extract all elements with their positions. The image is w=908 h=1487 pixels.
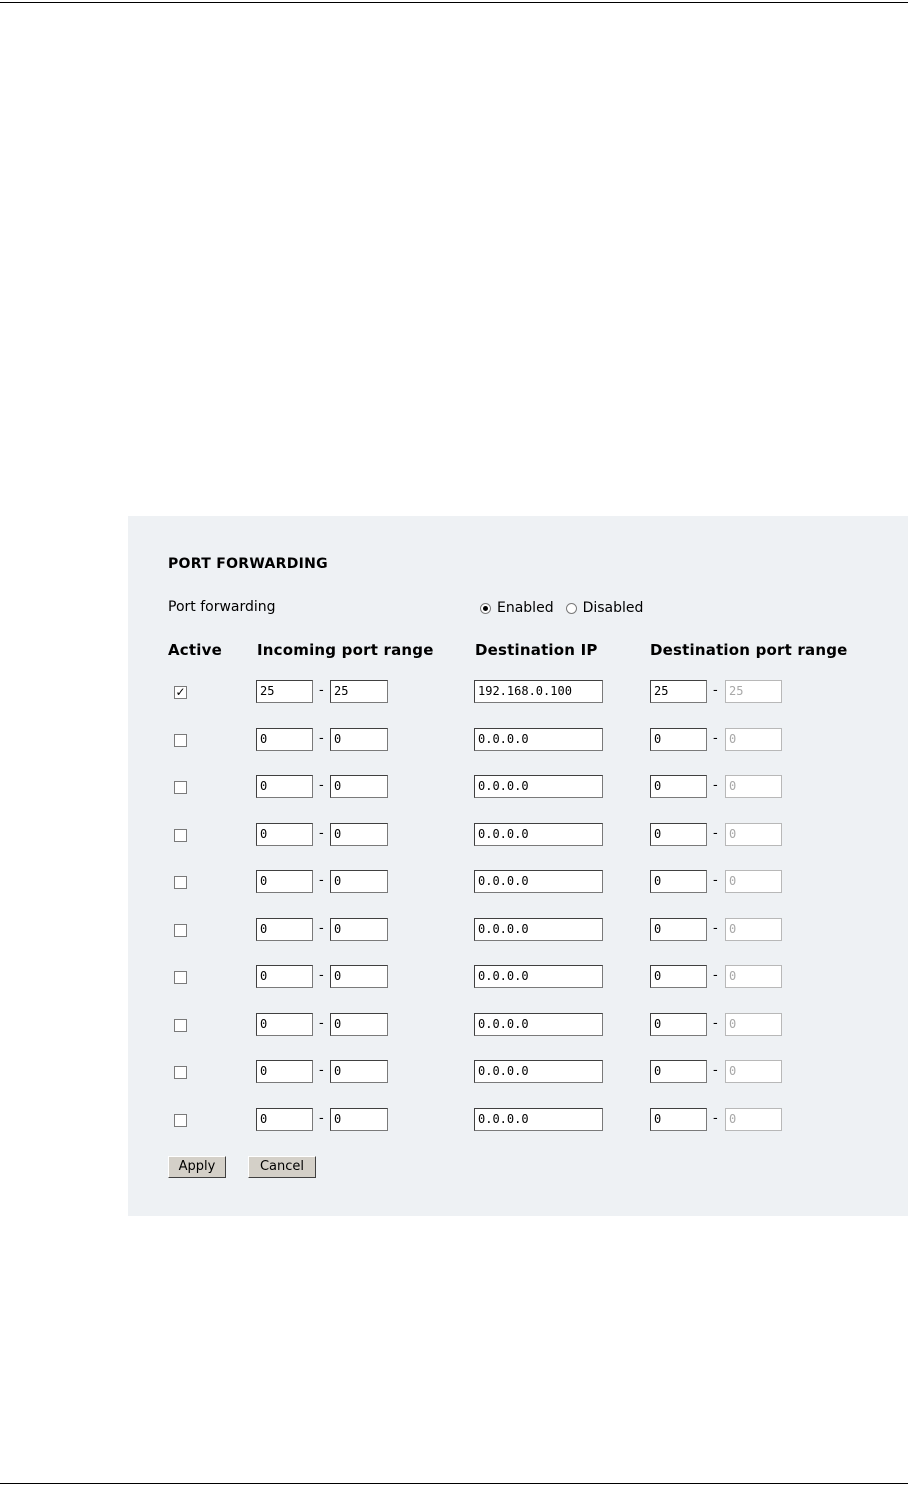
range-separator: - [713, 683, 718, 698]
table-row [128, 870, 908, 894]
range-separator: - [319, 920, 324, 936]
destination-port-start-input[interactable]: 0 [650, 965, 707, 988]
incoming-port-end-input[interactable]: 0 [330, 1060, 388, 1083]
cancel-button[interactable]: Cancel [248, 1156, 316, 1178]
table-row [128, 1013, 908, 1037]
range-separator: - [713, 1015, 718, 1031]
destination-port-start-input[interactable]: 0 [650, 775, 707, 798]
destination-ip-input[interactable]: 0.0.0.0 [474, 870, 603, 893]
incoming-port-start-input[interactable]: 0 [256, 918, 313, 941]
incoming-port-start-input[interactable]: 0 [256, 775, 313, 798]
apply-button[interactable]: Apply [168, 1156, 226, 1178]
destination-ip-input[interactable]: 192.168.0.100 [474, 680, 603, 703]
incoming-port-start-input[interactable]: 0 [256, 1060, 313, 1083]
destination-ip-input[interactable]: 0.0.0.0 [474, 775, 603, 798]
range-separator: - [319, 778, 324, 793]
range-separator: - [713, 1110, 718, 1126]
incoming-port-end-input[interactable]: 0 [330, 918, 388, 941]
table-row [128, 775, 908, 799]
destination-ip-input[interactable]: 0.0.0.0 [474, 1013, 603, 1036]
port-forwarding-panel [128, 516, 908, 1216]
column-header-active: Active [168, 641, 222, 659]
enabled-radio-label[interactable]: Enabled [497, 600, 554, 616]
destination-port-start-input[interactable]: 0 [650, 870, 707, 893]
active-checkbox[interactable] [174, 1019, 187, 1032]
incoming-port-end-input[interactable]: 0 [330, 870, 388, 893]
active-checkbox[interactable] [174, 829, 187, 842]
section-title: PORT FORWARDING [168, 556, 328, 572]
range-separator: - [713, 1063, 718, 1078]
incoming-port-end-input[interactable]: 0 [330, 1013, 388, 1036]
active-checkbox[interactable] [174, 1066, 187, 1079]
destination-port-start-input[interactable]: 0 [650, 728, 707, 751]
incoming-port-end-input[interactable]: 0 [330, 775, 388, 798]
destination-ip-input[interactable]: 0.0.0.0 [474, 918, 603, 941]
port-forwarding-radio-group [480, 600, 655, 616]
destination-port-end-input: 0 [725, 1013, 782, 1036]
incoming-port-end-input[interactable]: 0 [330, 965, 388, 988]
range-separator: - [713, 968, 718, 983]
range-separator: - [319, 683, 324, 698]
incoming-port-start-input[interactable]: 0 [256, 823, 313, 846]
destination-port-start-input[interactable]: 0 [650, 1060, 707, 1083]
range-separator: - [713, 825, 718, 841]
active-checkbox[interactable] [174, 924, 187, 937]
column-header-destination-ip: Destination IP [475, 641, 598, 659]
destination-port-end-input: 0 [725, 728, 782, 751]
table-row [128, 1108, 908, 1132]
incoming-port-start-input[interactable]: 0 [256, 1013, 313, 1036]
disabled-radio[interactable] [566, 603, 577, 614]
incoming-port-end-input[interactable]: 0 [330, 1108, 388, 1131]
incoming-port-end-input[interactable]: 0 [330, 823, 388, 846]
destination-port-start-input[interactable]: 0 [650, 823, 707, 846]
destination-port-end-input: 0 [725, 1060, 782, 1083]
active-checkbox[interactable] [174, 876, 187, 889]
destination-ip-input[interactable]: 0.0.0.0 [474, 965, 603, 988]
destination-ip-input[interactable]: 0.0.0.0 [474, 823, 603, 846]
active-checkbox[interactable] [174, 781, 187, 794]
active-checkbox[interactable]: ✓ [175, 685, 186, 699]
destination-port-end-input: 25 [725, 680, 782, 703]
table-row [128, 823, 908, 847]
column-header-destination-port-range: Destination port range [650, 641, 848, 659]
table-row [128, 1060, 908, 1084]
range-separator: - [319, 1063, 324, 1078]
range-separator: - [713, 873, 718, 888]
destination-port-start-input[interactable]: 0 [650, 918, 707, 941]
destination-ip-input[interactable]: 0.0.0.0 [474, 1060, 603, 1083]
destination-port-start-input[interactable]: 0 [650, 1108, 707, 1131]
destination-port-start-input[interactable]: 25 [650, 680, 707, 703]
range-separator: - [319, 873, 324, 888]
active-checkbox[interactable] [174, 971, 187, 984]
table-row [128, 728, 908, 752]
range-separator: - [319, 1015, 324, 1031]
destination-port-end-input: 0 [725, 1108, 782, 1131]
range-separator: - [319, 968, 324, 983]
incoming-port-start-input[interactable]: 25 [256, 680, 313, 703]
destination-ip-input[interactable]: 0.0.0.0 [474, 728, 603, 751]
destination-port-start-input[interactable]: 0 [650, 1013, 707, 1036]
range-separator: - [713, 920, 718, 936]
incoming-port-end-input[interactable]: 25 [330, 680, 388, 703]
enabled-radio[interactable] [480, 603, 491, 614]
port-forwarding-label: Port forwarding [168, 599, 276, 615]
column-header-incoming-port-range: Incoming port range [257, 641, 434, 659]
table-row [128, 680, 908, 704]
destination-port-end-input: 0 [725, 918, 782, 941]
page-top-rule [0, 2, 908, 3]
destination-port-end-input: 0 [725, 870, 782, 893]
disabled-radio-label[interactable]: Disabled [582, 600, 644, 616]
destination-port-end-input: 0 [725, 965, 782, 988]
incoming-port-start-input[interactable]: 0 [256, 728, 313, 751]
destination-ip-input[interactable]: 0.0.0.0 [474, 1108, 603, 1131]
range-separator: - [319, 825, 324, 841]
incoming-port-start-input[interactable]: 0 [256, 965, 313, 988]
range-separator: - [319, 1110, 324, 1126]
range-separator: - [319, 730, 324, 746]
destination-port-end-input: 0 [725, 775, 782, 798]
incoming-port-end-input[interactable]: 0 [330, 728, 388, 751]
page-bottom-rule [0, 1483, 908, 1484]
range-separator: - [713, 730, 718, 746]
range-separator: - [713, 778, 718, 793]
active-checkbox[interactable] [174, 734, 187, 747]
incoming-port-start-input[interactable]: 0 [256, 870, 313, 893]
table-row [128, 965, 908, 989]
table-row [128, 918, 908, 942]
incoming-port-start-input[interactable]: 0 [256, 1108, 313, 1131]
destination-port-end-input: 0 [725, 823, 782, 846]
active-checkbox[interactable] [174, 1114, 187, 1127]
